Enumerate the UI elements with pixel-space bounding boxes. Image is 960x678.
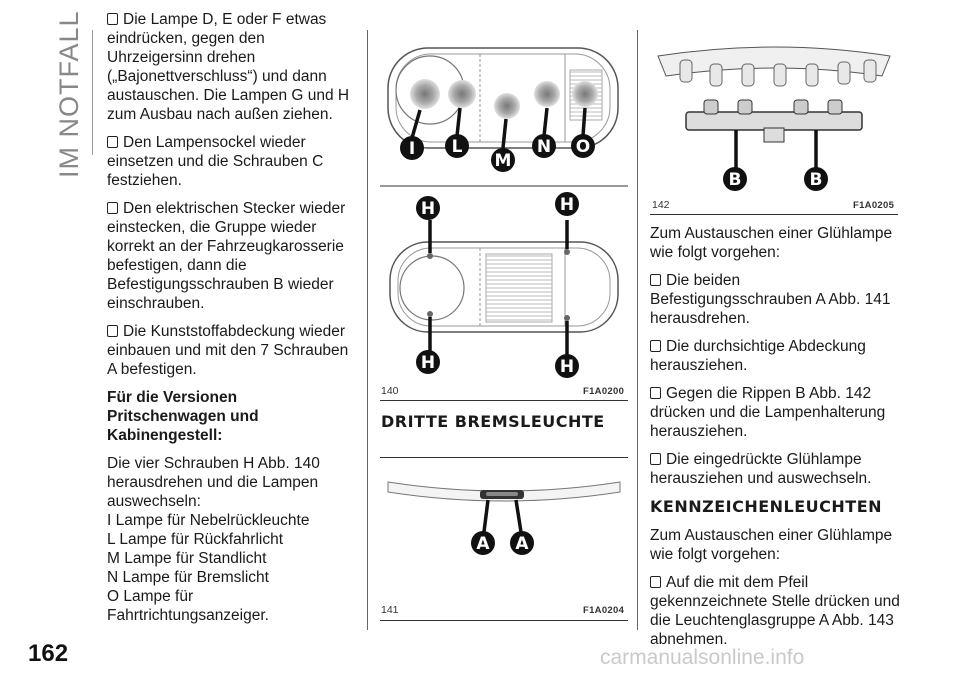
left-column [107,10,359,625]
right-column [650,224,900,658]
figure-number: 140 [381,385,399,397]
bulb-o [572,81,598,107]
label-h: H [559,357,575,377]
label-n: N [536,137,552,157]
label-i: I [408,139,416,159]
label-h: H [559,195,575,215]
step-paragraph: Die durchsichtige Abdeckung herausziehen. [650,338,866,374]
bullet-icon [107,136,118,148]
bulb-n [534,81,560,107]
label-h: H [420,353,436,373]
brake-light-diagram [380,460,628,600]
list-item: I Lampe für Nebelrückleuchte [107,512,310,529]
figure-rule [650,214,898,215]
figure-code: F1A0200 [583,386,625,397]
list-item: L Lampe für Rückfahrlicht [107,531,284,548]
figure-number: 142 [652,199,670,211]
list-item: O Lampe für Fahrtrichtungsanzeiger. [107,588,269,624]
intro-paragraph: Zum Austauschen einer Glühlampe wie folgt vorgehen: [650,527,893,563]
figure-number: 141 [381,604,399,616]
bulb-l [448,80,476,108]
bullet-icon [107,325,118,337]
bullet-icon [107,13,118,25]
bullet-icon [650,387,661,399]
rear-light-diagram [380,30,628,400]
step-paragraph: Die eingedrückte Glühlampe herausziehen und auswechseln. [650,451,872,487]
label-m: M [494,151,512,171]
figure-rule [380,620,628,621]
column-divider [637,30,638,630]
list-item: M Lampe für Standlicht [107,550,267,567]
figure-code: F1A0204 [583,605,625,616]
bullet-icon [650,274,661,286]
watermark: carmanualsonline.info [600,646,805,669]
step-paragraph: Den elektrischen Stecker wieder einstecken, die Gruppe wieder korrekt an der Fahrzeugkarosserie befestigen, dann die Befestigungsschrauben B wieder einschrauben. [107,200,346,312]
list-item: N Lampe für Bremslicht [107,569,269,586]
step-paragraph: Auf die mit dem Pfeil gekennzeichnete Stelle drücken und die Leuchtenglasgruppe A Abb. 143 abnehmen. [650,574,900,648]
lamp-holder-diagram [650,30,898,196]
intro-paragraph: Die vier Schrauben H Abb. 140 herausdrehen und die Lampen auswechseln: [107,455,320,510]
figure-rule [380,400,628,401]
subheading: Für die Versionen Pritschenwagen und Kabinengestell: [107,389,259,444]
step-paragraph: Die beiden Befestigungsschrauben A Abb. 141 herausdrehen. [650,272,891,327]
label-b: B [728,170,742,190]
step-paragraph: Gegen die Rippen B Abb. 142 drücken und die Lampenhalterung herausziehen. [650,385,886,440]
figure-rule [380,457,628,458]
figure-140 [380,30,628,400]
label-h: H [420,199,436,219]
bulb-m [494,93,520,119]
column-divider [367,30,368,630]
section-heading: KENNZEICHENLEUCHTEN [650,497,883,516]
bullet-icon [650,453,661,465]
intro-paragraph: Zum Austauschen einer Glühlampe wie folgt vorgehen: [650,225,893,261]
step-paragraph: Den Lampensockel wieder einsetzen und die Schrauben C festziehen. [107,134,324,189]
bullet-icon [107,202,118,214]
section-heading: DRITTE BREMSLEUCHTE [381,412,605,431]
step-paragraph: Die Kunststoffabdeckung wieder einbauen und mit den 7 Schrauben A befestigen. [107,323,349,378]
bullet-icon [650,340,661,352]
label-o: O [575,137,591,157]
label-l: L [451,137,463,157]
step-paragraph: Die Lampe D, E oder F etwas eindrücken, gegen den Uhrzeigersinn drehen („Bajonettverschluss“) und dann austauschen. Die Lampen G und H zum Ausbau nach außen ziehen. [107,11,350,123]
bulb-i [410,79,440,109]
figure-141 [380,460,628,600]
section-title: IM NOTFALL [54,10,84,178]
page-number: 162 [28,640,69,667]
bullet-icon [650,576,661,588]
label-b: B [809,170,823,190]
figure-code: F1A0205 [853,200,895,211]
figure-142 [650,30,898,196]
label-a: A [515,534,529,554]
section-rule [92,30,93,155]
label-a: A [476,534,490,554]
